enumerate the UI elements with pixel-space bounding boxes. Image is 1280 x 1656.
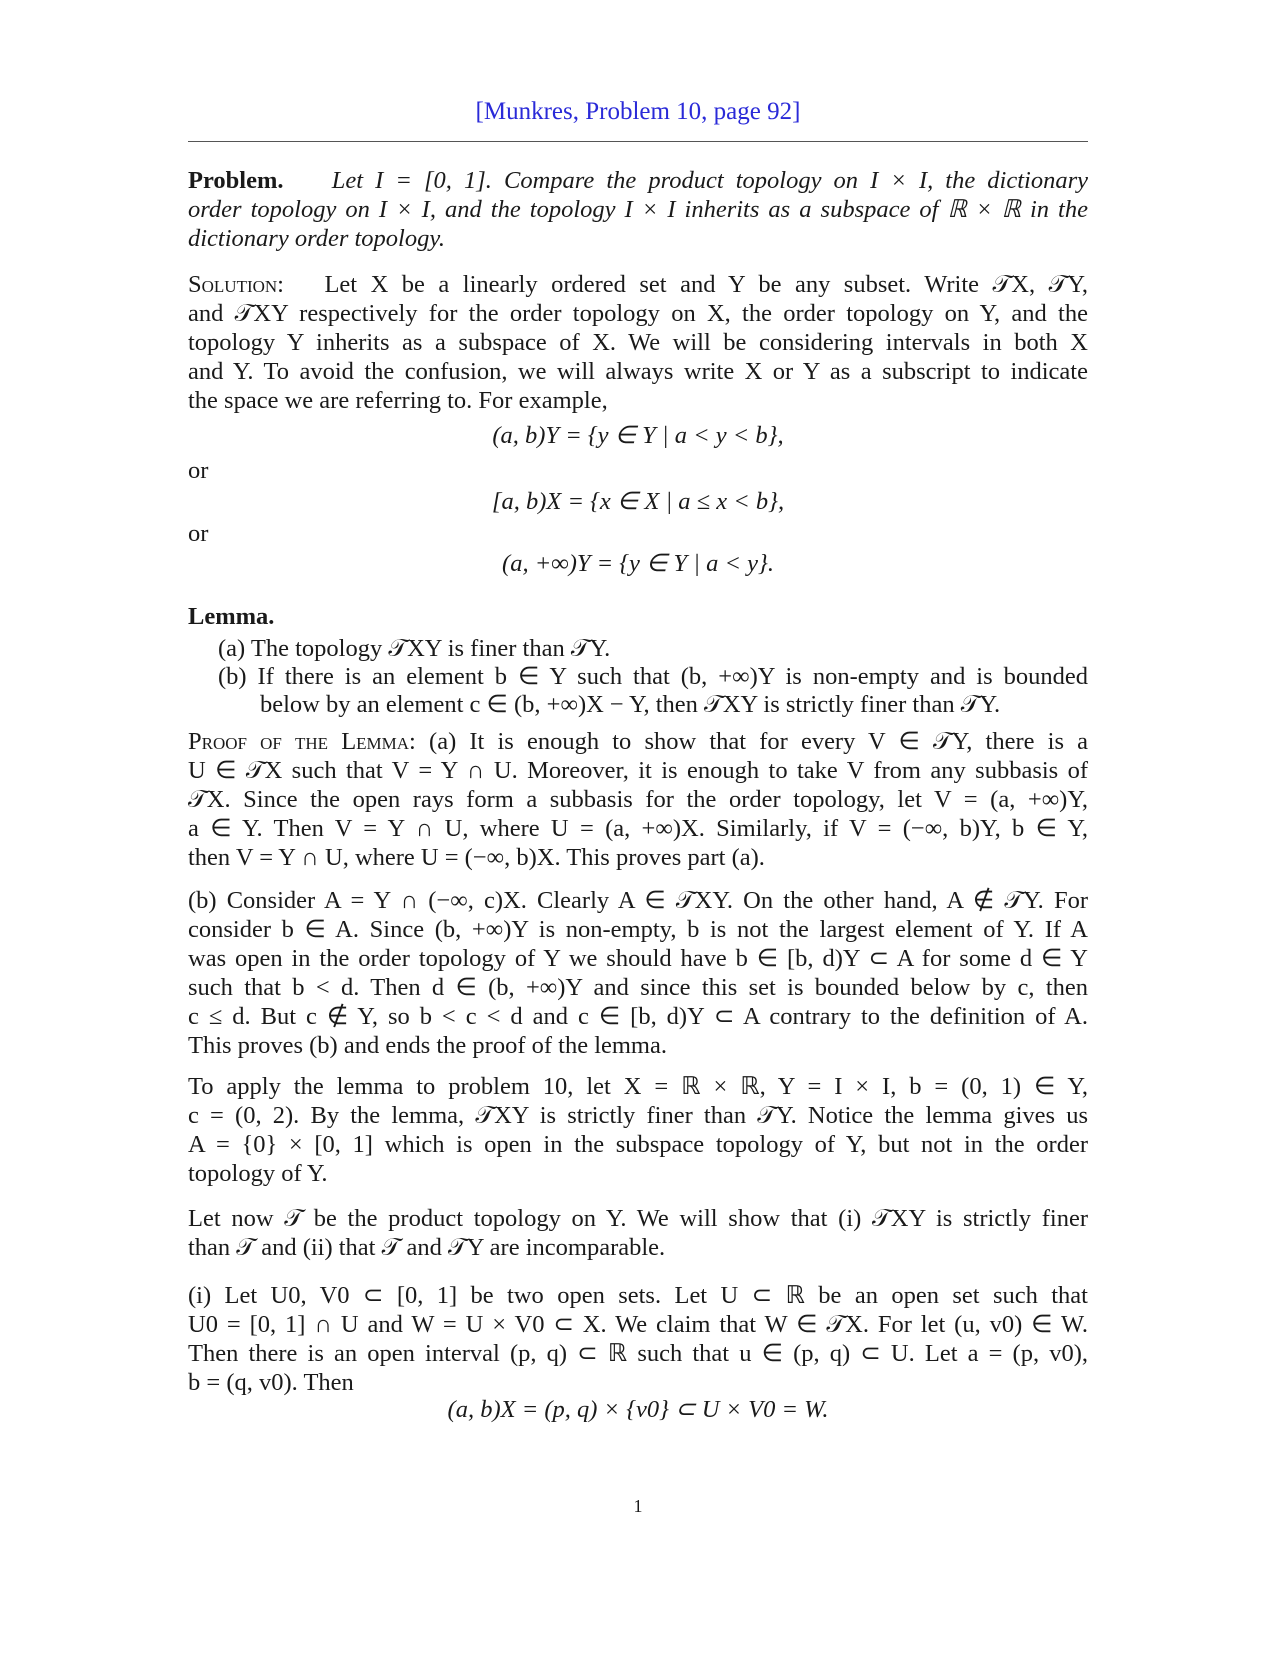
- proof-line: then V = Y ∩ U, where U = (−∞, b)X. This proves part (a).: [188, 844, 765, 871]
- text-line: U0 = [0, 1] ∩ U and W = U × V0 ⊂ X. We claim that W ∈ 𝒯X. For let (u, v0) ∈ W.: [188, 1311, 1088, 1338]
- header-rule: [188, 141, 1088, 142]
- problem-line: dictionary order topology.: [188, 225, 445, 252]
- lemma-item-a: (a) The topology 𝒯XY is finer than 𝒯Y.: [218, 635, 611, 662]
- solution-line: Solution: Let X be a linearly ordered set and Y be any subset. Write 𝒯X, 𝒯Y,: [188, 271, 1089, 298]
- problem-label: Problem.: [188, 167, 284, 194]
- solution-line: and Y. To avoid the confusion, we will always write X or Y as a subscript to indicate: [188, 358, 1088, 385]
- apply-lemma-paragraph: [188, 1072, 1088, 1188]
- equation-open-ray-y: (a, +∞)Y = {y ∈ Y | a < y}.: [502, 550, 774, 577]
- text-line: than 𝒯 and (ii) that 𝒯 and 𝒯Y are incomparable.: [188, 1234, 666, 1261]
- or-connector: or: [188, 520, 209, 547]
- proof-part-b-paragraph: [188, 886, 1088, 1060]
- proof-label: Proof of the Lemma:: [188, 728, 416, 755]
- problem-line: order topology on I × I, and the topology I × I inherits as a subspace of ℝ × ℝ in the: [188, 196, 1088, 223]
- proof-paragraph: [188, 727, 1088, 872]
- proof-line: 𝒯X. Since the open rays form a subbasis for the order topology, let V = (a, +∞)Y,: [188, 786, 1088, 813]
- problem-line: Problem. Let I = [0, 1]. Compare the product topology on I × I, the dictionary: [188, 167, 1089, 194]
- text-line: c = (0, 2). By the lemma, 𝒯XY is strictly finer than 𝒯Y. Notice the lemma gives us: [188, 1102, 1088, 1129]
- or-connector: or: [188, 457, 209, 484]
- final-equation: (a, b)X = (p, q) × {v0} ⊂ U × V0 = W.: [447, 1396, 829, 1423]
- proof-line: c ≤ d. But c ∉ Y, so b < c < d and c ∈ [b, d)Y ⊂ A contrary to the definition of A.: [188, 1003, 1088, 1030]
- lemma-label: Lemma.: [188, 603, 275, 630]
- text-line: Then there is an open interval (p, q) ⊂ ℝ such that u ∈ (p, q) ⊂ U. Let a = (p, v0),: [188, 1340, 1088, 1367]
- solution-label: Solution:: [188, 271, 284, 298]
- solution-line: topology Y inherits as a subspace of X. We will be considering intervals in both X: [188, 329, 1088, 356]
- proof-line: U ∈ 𝒯X such that V = Y ∩ U. Moreover, it is enough to take V from any subbasis of: [188, 757, 1088, 784]
- solution-paragraph: [188, 270, 1088, 415]
- page-number: 1: [633, 1496, 643, 1516]
- proof-line: Proof of the Lemma: (a) It is enough to show that for every V ∈ 𝒯Y, there is a: [188, 728, 1088, 755]
- equation-open-interval-y: (a, b)Y = {y ∈ Y | a < y < b},: [492, 422, 784, 449]
- text-line: topology of Y.: [188, 1160, 328, 1187]
- problem-statement: [188, 166, 1088, 253]
- text-line: Let now 𝒯 be the product topology on Y. We will show that (i) 𝒯XY is strictly finer: [188, 1205, 1088, 1232]
- text-line: (i) Let U0, V0 ⊂ [0, 1] be two open sets. Let U ⊂ ℝ be an open set such that: [188, 1282, 1088, 1309]
- text-line: A = {0} × [0, 1] which is open in the subspace topology of Y, but not in the order: [188, 1131, 1088, 1158]
- solution-line: and 𝒯XY respectively for the order topology on X, the order topology on Y, and the: [188, 300, 1088, 327]
- product-topology-paragraph: [188, 1204, 1088, 1262]
- proof-line: was open in the order topology of Y we should have b ∈ [b, d)Y ⊂ A for some d ∈ Y: [188, 945, 1088, 972]
- proof-line: such that b < d. Then d ∈ (b, +∞)Y and since this set is bounded below by c, then: [188, 974, 1088, 1001]
- proof-line: a ∈ Y. Then V = Y ∩ U, where U = (a, +∞)X. Similarly, if V = (−∞, b)Y, b ∈ Y,: [188, 815, 1088, 842]
- solution-line: the space we are referring to. For example,: [188, 387, 608, 414]
- page-header-citation[interactable]: [Munkres, Problem 10, page 92]: [475, 98, 801, 125]
- proof-line: This proves (b) and ends the proof of the lemma.: [188, 1032, 667, 1059]
- equation-half-open-interval-x: [a, b)X = {x ∈ X | a ≤ x < b},: [491, 488, 785, 515]
- proof-line: consider b ∈ A. Since (b, +∞)Y is non-empty, b is not the largest element of Y. If A: [188, 916, 1088, 943]
- lemma-item-b-line: (b) If there is an element b ∈ Y such that (b, +∞)Y is non-empty and is bounded: [218, 663, 1088, 690]
- text-line: To apply the lemma to problem 10, let X = ℝ × ℝ, Y = I × I, b = (0, 1) ∈ Y,: [188, 1073, 1088, 1100]
- proof-line: (b) Consider A = Y ∩ (−∞, c)X. Clearly A ∈ 𝒯XY. On the other hand, A ∉ 𝒯Y. For: [188, 887, 1088, 914]
- lemma-item-b-line: below by an element c ∈ (b, +∞)X − Y, then 𝒯XY is strictly finer than 𝒯Y.: [260, 691, 1001, 718]
- text-line: b = (q, v0). Then: [188, 1369, 354, 1396]
- part-i-paragraph: [188, 1281, 1088, 1397]
